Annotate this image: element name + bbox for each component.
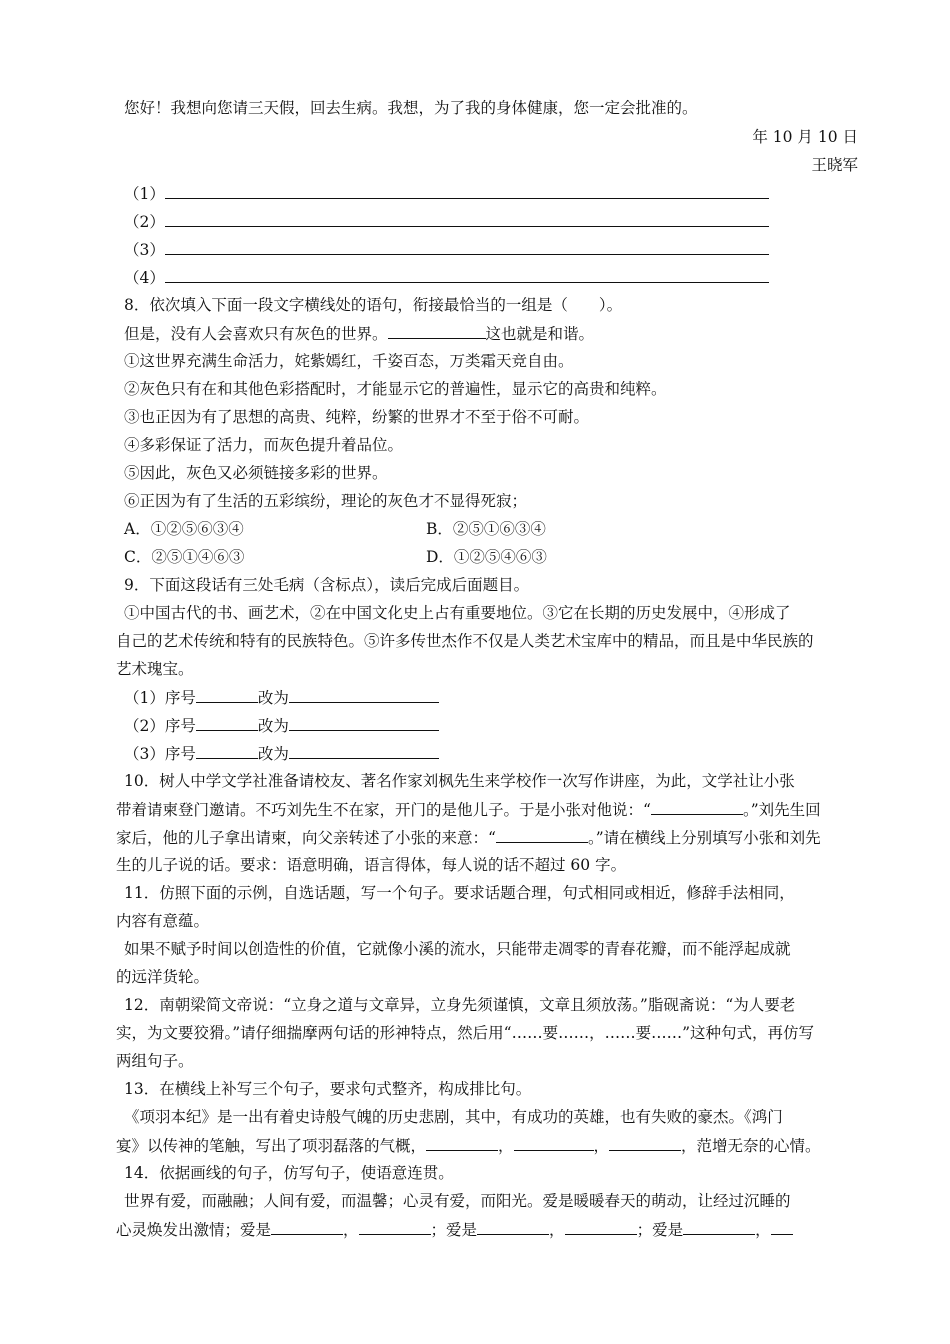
q8-item-5: ⑤因此，灰色又必须链接多彩的世界。 [124, 464, 388, 482]
q14-blank-5[interactable] [683, 1219, 755, 1235]
q14-blank-4[interactable] [565, 1219, 637, 1235]
q9-text-line-3: 艺术瑰宝。 [116, 660, 194, 678]
q9-row-num: （1）序号 [124, 689, 196, 707]
q14-semicolon: ；爱是 [430, 1221, 478, 1239]
q13-blank-2[interactable] [514, 1135, 594, 1151]
q10-line-2-end: 。”刘先生回 [742, 801, 821, 819]
q12-line-1: 12．南朝梁简文帝说：“立身之道与文章异，立身先须谨慎，文章且须放荡。”脂砚斋说：“为人要老 [124, 996, 796, 1014]
q9-num-blank[interactable] [196, 743, 258, 759]
q8-option-c: C．②⑤①④⑥③ [124, 548, 245, 566]
q10-line-3-end: 。”请在横线上分别填写小张和刘先 [587, 829, 821, 847]
q8-item-4: ④多彩保证了活力，而灰色提升着品位。 [124, 436, 404, 454]
q10-blank-1[interactable] [651, 799, 743, 815]
q13-line-3-end: ，范增无奈的心情。 [681, 1137, 821, 1155]
q8-blank[interactable] [388, 323, 486, 339]
q10-line-4: 生的儿子说的话。要求：语意明确，语言得体，每人说的话不超过 60 字。 [116, 856, 627, 874]
q10-line-2-text: 带着请柬登门邀请。不巧刘先生不在家，开门的是他儿子。于是小张对他说： [116, 801, 644, 819]
q9-change-blank[interactable] [289, 715, 439, 731]
q13-line-3-text: 宴》以传神的笔触，写出了项羽磊落的气概， [116, 1137, 427, 1155]
q8-item-1: ①这世界充满生命活力，姹紫嫣红，千姿百态，万类霜天竞自由。 [124, 352, 574, 370]
q10-line-3 [116, 827, 821, 848]
q11-line-2: 内容有意蕴。 [116, 912, 210, 930]
q8-item-2: ②灰色只有在和其他色彩搭配时，才能显示它的普遍性，显示它的高贵和纯粹。 [124, 380, 667, 398]
q8-passage-b: 这也就是和谐。 [485, 325, 595, 343]
letter-signer: 王晓军 [811, 156, 858, 174]
letter-body: 您好！我想向您请三天假，回去生病。我想，为了我的身体健康，您一定会批准的。 [124, 99, 698, 117]
q14-line-3 [116, 1219, 793, 1240]
answer-line-4 [124, 267, 769, 288]
q14-comma: ， [343, 1221, 359, 1239]
q11-example-1: 如果不赋予时间以创造性的价值，它就像小溪的流水，只能带走凋零的青春花瓣，而不能浮起成就 [124, 940, 791, 958]
q9-stem: 9．下面这段话有三处毛病（含标点），读后完成后面题目。 [124, 576, 530, 594]
answer-label: （3） [124, 241, 165, 259]
answer-label: （4） [124, 269, 165, 287]
answer-blank[interactable] [165, 183, 769, 199]
q9-row-change: 改为 [257, 717, 289, 735]
q14-blank-3[interactable] [477, 1219, 549, 1235]
q9-text-line-2: 自己的艺术传统和特有的民族特色。⑤许多传世杰作不仅是人类艺术宝库中的精品，而且是中华民族的 [116, 632, 814, 650]
q9-row-change: 改为 [257, 745, 289, 763]
q9-text-line-1: ①中国古代的书、画艺术，②在中国文化史上占有重要地位。③它在长期的历史发展中，④形成了 [124, 604, 791, 622]
letter-date: 年 10 月 10 日 [752, 128, 858, 146]
q14-semicolon: ；爱是 [636, 1221, 684, 1239]
q9-row-num: （2）序号 [124, 717, 196, 735]
q8-option-a: A．①②⑤⑥③④ [124, 520, 244, 538]
answer-blank[interactable] [165, 267, 769, 283]
q9-num-blank[interactable] [196, 715, 258, 731]
answer-line-2 [124, 211, 769, 232]
q9-row-num: （3）序号 [124, 745, 196, 763]
q10-line-3-text: 家后，他的儿子拿出请柬，向父亲转述了小张的来意： [116, 829, 489, 847]
q10-quote-open: “ [488, 829, 496, 847]
q12-line-2: 实，为文要狡猾。”请仔细揣摩两句话的形神特点，然后用“……要……，……要……”这种句式，再仿写 [116, 1024, 815, 1042]
q14-line-3-text: 心灵焕发出激情；爱是 [116, 1221, 272, 1239]
answer-blank[interactable] [165, 211, 769, 227]
q13-line-3 [116, 1135, 821, 1156]
q10-line-1: 10．树人中学文学社准备请校友、著名作家刘枫先生来学校作一次写作讲座，为此，文学社让小张 [124, 772, 795, 790]
q8-passage [124, 323, 594, 344]
q11-example-2: 的远洋货轮。 [116, 968, 210, 986]
q13-comma: ， [498, 1137, 514, 1155]
answer-line-3 [124, 239, 769, 260]
q9-num-blank[interactable] [196, 687, 258, 703]
q9-row-2 [124, 715, 439, 736]
q13-comma: ， [593, 1137, 610, 1155]
q13-line-1: 13．在横线上补写三个句子，要求句式整齐，构成排比句。 [124, 1080, 532, 1098]
q12-line-3: 两组句子。 [116, 1052, 194, 1070]
answer-line-1 [124, 183, 769, 204]
q9-change-blank[interactable] [289, 743, 439, 759]
q13-line-2: 《项羽本纪》是一出有着史诗般气魄的历史悲剧，其中，有成功的英雄，也有失败的豪杰。《鸿门 [124, 1108, 783, 1126]
q14-blank-2[interactable] [359, 1219, 431, 1235]
q10-quote-open: “ [643, 801, 651, 819]
answer-label: （2） [124, 213, 165, 231]
q10-line-2 [116, 799, 821, 820]
q13-blank-1[interactable] [426, 1135, 498, 1151]
q14-comma: ， [755, 1221, 771, 1239]
q8-passage-a: 但是，没有人会喜欢只有灰色的世界。 [124, 325, 388, 343]
q13-blank-3[interactable] [609, 1135, 681, 1151]
answer-blank[interactable] [165, 239, 769, 255]
q10-blank-2[interactable] [496, 827, 588, 843]
q9-change-blank[interactable] [289, 687, 439, 703]
q8-option-b: B．②⑤①⑥③④ [426, 520, 546, 538]
q8-option-d: D．①②⑤④⑥③ [426, 548, 547, 566]
q14-blank-6[interactable] [771, 1219, 793, 1235]
q14-blank-1[interactable] [271, 1219, 343, 1235]
q8-stem: 8．依次填入下面一段文字横线处的语句，衔接最恰当的一组是（ ）。 [124, 296, 623, 314]
answer-label: （1） [124, 185, 165, 203]
q14-line-1: 14．依据画线的句子，仿写句子，使语意连贯。 [124, 1164, 454, 1182]
q14-comma: ， [549, 1221, 565, 1239]
q9-row-1 [124, 687, 439, 708]
q11-line-1: 11．仿照下面的示例，自选话题，写一个句子。要求话题合理，句式相同或相近，修辞手法相同， [124, 884, 795, 902]
q9-row-change: 改为 [257, 689, 289, 707]
q14-line-2: 世界有爱，而融融；人间有爱，而温馨；心灵有爱，而阳光。爱是暖暖春天的萌动，让经过沉睡的 [124, 1192, 791, 1210]
q8-item-6: ⑥正因为有了生活的五彩缤纷，理论的灰色才不显得死寂； [124, 492, 528, 510]
q8-item-3: ③也正因为有了思想的高贵、纯粹，纷繁的世界才不至于俗不可耐。 [124, 408, 590, 426]
q9-row-3 [124, 743, 439, 764]
